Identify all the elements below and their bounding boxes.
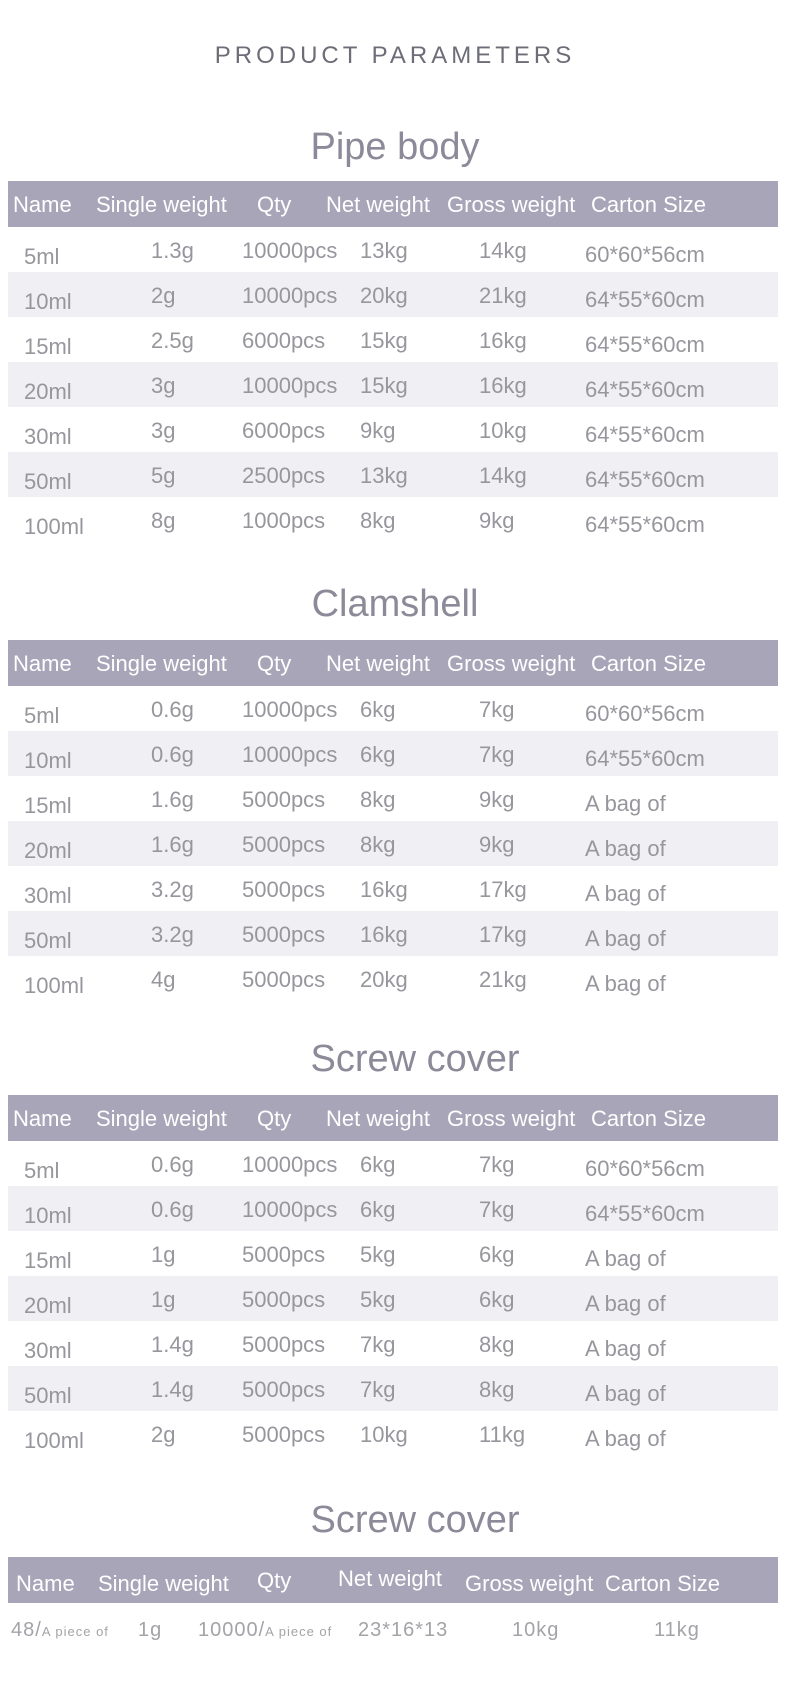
header-net-weight: Net weight — [338, 1566, 442, 1591]
table-row: 10ml 0.6g 10000pcs 6kg 7kg 64*55*60cm — [8, 1186, 778, 1231]
table-row: 10ml 0.6g 10000pcs 6kg 7kg 64*55*60cm — [8, 731, 778, 776]
table-row: 50ml 1.4g 5000pcs 7kg 8kg A bag of — [8, 1366, 778, 1411]
screw-cover-table-2 — [8, 1557, 778, 1653]
section-title-screw-cover-2: Screw cover — [310, 1499, 520, 1541]
header-qty: Qty — [257, 1568, 292, 1593]
header-qty: Qty — [257, 192, 292, 217]
table-row: 15ml 1g 5000pcs 5kg 6kg A bag of — [24, 1242, 666, 1273]
header-carton-size: Carton Size — [591, 1106, 706, 1131]
header-gross-weight: Gross weight — [465, 1571, 594, 1596]
header-single-weight: Single weight — [98, 1571, 229, 1596]
table-row: 20ml 1.6g 5000pcs 8kg 9kg A bag of — [8, 821, 778, 866]
table-row: 50ml 3.2g 5000pcs 16kg 17kg A bag of — [8, 911, 778, 956]
table-header — [8, 181, 778, 227]
cell-qty: 10000/A piece of — [198, 1619, 333, 1641]
section-title-pipe-body: Pipe body — [310, 126, 480, 168]
table-row: 30ml 1.4g 5000pcs 7kg 8kg A bag of — [24, 1332, 666, 1363]
table-header — [8, 640, 778, 686]
table-row: 100ml 4g 5000pcs 20kg 21kg A bag of — [24, 967, 666, 998]
header-single-weight: Single weight — [96, 1106, 227, 1131]
header-carton-size: Carton Size — [591, 651, 706, 676]
table-row: 15ml 1.6g 5000pcs 8kg 9kg A bag of — [24, 787, 666, 818]
header-qty: Qty — [257, 651, 292, 676]
cell-carton-size: 11kg — [654, 1619, 700, 1641]
cell-gross-weight: 10kg — [512, 1619, 560, 1641]
table-row: 5ml 0.6g 10000pcs 6kg 7kg 60*60*56cm — [24, 697, 705, 728]
table-row: 20ml 3g 10000pcs 15kg 16kg 64*55*60cm — [8, 362, 778, 407]
header-single-weight: Single weight — [96, 651, 227, 676]
page-title: PRODUCT PARAMETERS — [214, 42, 576, 69]
table-row: 50ml 5g 2500pcs 13kg 14kg 64*55*60cm — [8, 452, 778, 497]
clamshell-table — [8, 640, 778, 1001]
table-row: 15ml 2.5g 6000pcs 15kg 16kg 64*55*60cm — [24, 328, 705, 359]
header-net-weight: Net weight — [326, 1106, 430, 1131]
header-qty: Qty — [257, 1106, 292, 1131]
header-name: Name — [16, 1571, 75, 1596]
table-header — [8, 1557, 778, 1603]
header-name: Name — [13, 192, 72, 217]
header-name: Name — [13, 651, 72, 676]
header-gross-weight: Gross weight — [447, 651, 576, 676]
header-name: Name — [13, 1106, 72, 1131]
cell-single-weight: 1g — [138, 1619, 163, 1641]
table-row — [8, 1603, 778, 1653]
section-title-clamshell: Clamshell — [311, 583, 479, 625]
header-single-weight: Single weight — [96, 192, 227, 217]
header-carton-size: Carton Size — [605, 1571, 720, 1596]
table-row: 100ml 2g 5000pcs 10kg 11kg A bag of — [24, 1422, 666, 1453]
header-gross-weight: Gross weight — [447, 192, 576, 217]
table-row: 5ml 1.3g 10000pcs 13kg 14kg 60*60*56cm — [24, 238, 705, 269]
section-title-screw-cover: Screw cover — [310, 1038, 520, 1080]
table-row: 100ml 8g 1000pcs 8kg 9kg 64*55*60cm — [24, 508, 705, 539]
cell-name: 48/A piece of — [11, 1619, 109, 1641]
header-net-weight: Net weight — [326, 192, 430, 217]
table-header — [8, 1095, 778, 1141]
table-row: 20ml 1g 5000pcs 5kg 6kg A bag of — [8, 1276, 778, 1321]
header-net-weight: Net weight — [326, 651, 430, 676]
pipe-body-table — [8, 181, 778, 542]
table-row: 30ml 3g 6000pcs 9kg 10kg 64*55*60cm — [24, 418, 705, 449]
table-row: 5ml 0.6g 10000pcs 6kg 7kg 60*60*56cm — [24, 1152, 705, 1183]
header-carton-size: Carton Size — [591, 192, 706, 217]
header-gross-weight: Gross weight — [447, 1106, 576, 1131]
table-row: 30ml 3.2g 5000pcs 16kg 17kg A bag of — [24, 877, 666, 908]
table-row: 10ml 2g 10000pcs 20kg 21kg 64*55*60cm — [8, 272, 778, 317]
screw-cover-table — [8, 1095, 778, 1456]
cell-net-weight: 23*16*13 — [358, 1619, 449, 1641]
